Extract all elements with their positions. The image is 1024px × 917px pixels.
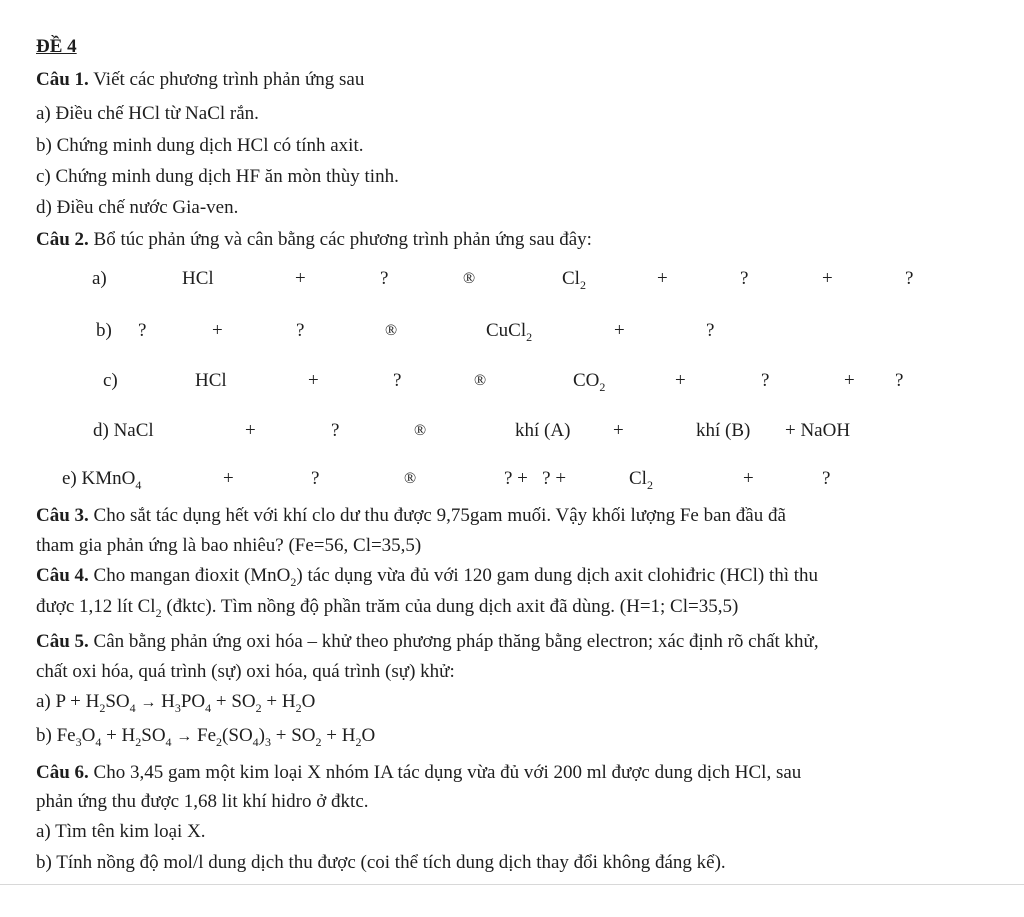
question-1: Câu 1. Viết các phương trình phản ứng sau — [36, 69, 365, 90]
reaction-arrow-icon: ® — [404, 470, 417, 487]
reaction-arrow-icon: ® — [385, 322, 398, 339]
question-5-cont: chất oxi hóa, quá trình (sự) oxi hóa, quá trình (sự) khử: — [36, 661, 455, 682]
question-1a: a) Điều chế HCl từ NaCl rắn. — [36, 103, 259, 124]
equation-5b: b) $Fe_3O_4 + H_2SO_4 \to Fe_2(SO_4)_3 + SO_2 + H_2O$ — [36, 725, 376, 749]
page-edge-divider — [0, 884, 1024, 885]
question-1c: c) Chứng minh dung dịch HF ăn mòn thùy tinh. — [36, 166, 399, 187]
question-5: Câu 5. Cân bằng phản ứng oxi hóa – khử theo phương pháp thăng bằng electron; xác định rõ chất khử, — [36, 631, 819, 652]
question-3-cont: tham gia phản ứng là bao nhiêu? (Fe=56, Cl=35,5) — [36, 535, 422, 556]
equation-5a: a) $P + H_2SO_4 \to H_3PO_4 + SO_2 + H_2O$ — [36, 691, 316, 715]
question-6: Câu 6. Cho 3,45 gam một kim loại X nhóm IA tác dụng vừa đủ với 200 ml được dung dịch HCl, sau — [36, 762, 802, 783]
question-1b: b) Chứng minh dung dịch HCl có tính axit. — [36, 135, 364, 156]
question-1d: d) Điều chế nước Gia-ven. — [36, 197, 239, 218]
exam-title: ĐỀ 4 — [36, 36, 77, 57]
question-6b: b) Tính nồng độ mol/l dung dịch thu được (coi thể tích dung dịch thay đổi không đáng kể). — [36, 852, 726, 873]
question-4: Câu 4. Cho mangan đioxit (MnO$_2$) tác dụng vừa đủ với 120 gam dung dịch axit clohiđric (HCl) thì thu — [36, 565, 819, 589]
reaction-arrow-icon: ® — [463, 270, 476, 287]
exam-page: ĐỀ 4 Câu 1. Viết các phương trình phản ứng sau a) Điều chế HCl từ NaCl rắn. b) Chứng minh dung dịch HCl có tính axit. c) Chứng minh dung dịch HF ăn mòn thùy tinh. d) Điều chế nước Gia-ven. Câu 2. Bổ túc phản ứng và cân bằng các phương trình phản ứng sau đây: a) HCl + ? ® $Cl_2$ + ? + ? b) ? + ? ® CuCl$_2$ + ? c) HCl + ? ® $CO_2$ + ? + ? d) NaCl + ? ® khí (A) + khí (B) + NaOH e) KMnO$_4$ + ? ® ? + ? + $Cl_2$ + ? Câu 3. Cho sắt tác dụng hết với khí clo dư thu được 9,75gam muối. Vậy khối lượng Fe ban đầu đã tham gia phản ứng là bao nhiêu? (Fe=56, Cl=35,5) Câu 4. Cho mangan đioxit (MnO$_2$) tác dụng vừa đủ với 120 gam dung dịch axit clohiđric (HCl) thì thu được 1,12 lít $Cl_2$ (đktc). Tìm nồng độ phần trăm của dung dịch axit đã dùng. (H=1; Cl=35,5) Câu 5. Cân bằng phản ứng oxi hóa – khử theo phương pháp thăng bằng electron; xác định rõ chất khử, chất oxi hóa, quá trình (sự) oxi hóa, quá trình (sự) khử: a) $P + H_2SO_4 \to H_3PO_4 + SO_2 + H_2O$ b) $Fe_3O_4 + H_2SO_4 \to Fe_2(SO_4)_3 + SO_2 + H_2O$ Câu 6. Cho 3,45 gam một kim loại X nhóm IA tác dụng vừa đủ với 200 ml được dung dịch HCl, sau phản ứng thu được 1,68 lit khí hidro ở đktc. a) Tìm tên kim loại X. b) Tính nồng độ mol/l dung dịch thu được (coi thể tích dung dịch thay đổi không đáng kể). — [0, 0, 1024, 917]
question-3: Câu 3. Cho sắt tác dụng hết với khí clo dư thu được 9,75gam muối. Vậy khối lượng Fe ban đầu đã — [36, 505, 786, 526]
question-6-cont: phản ứng thu được 1,68 lit khí hidro ở đktc. — [36, 791, 369, 812]
question-4-cont: được 1,12 lít $Cl_2$ (đktc). Tìm nồng độ phần trăm của dung dịch axit đã dùng. (H=1; Cl=35,5) — [36, 596, 739, 620]
question-6a: a) Tìm tên kim loại X. — [36, 821, 206, 842]
reaction-arrow-icon: ® — [414, 422, 427, 439]
question-2: Câu 2. Bổ túc phản ứng và cân bằng các phương trình phản ứng sau đây: — [36, 229, 592, 250]
reaction-arrow-icon: ® — [474, 372, 487, 389]
